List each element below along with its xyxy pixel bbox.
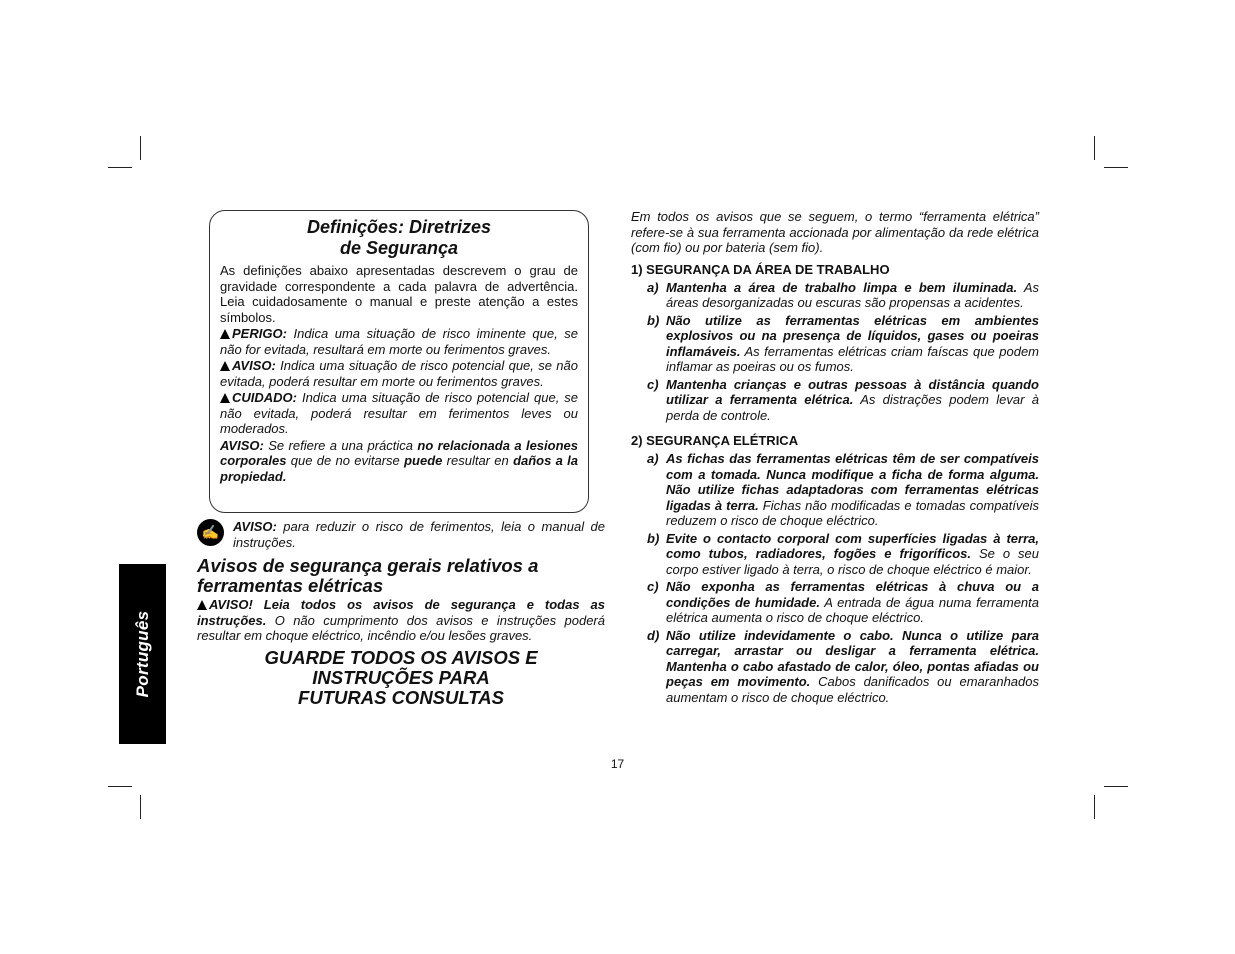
- item-bold: Não utilize as ferramentas elétricas em ambientes explosivos ou na presença de líquidos, gases ou poeiras inflamáveis.: [666, 312, 1039, 359]
- read-manual-label: AVISO:: [233, 519, 277, 534]
- right-column: [631, 209, 1039, 707]
- item-text: Cabos danificados ou emaranhados aumentam o risco de choque eléctrico.: [666, 674, 1039, 705]
- section-title: 1) SEGURANÇA DA ÁREA DE TRABALHO: [631, 261, 890, 277]
- warning-triangle-icon: [197, 600, 207, 610]
- item-bold: Não utilize indevidamente o cabo. Nunca o utilize para carregar, arrastar ou desligar a ferramenta elétrica. Mantenha o cabo afastado de calor, óleo, pontas afiadas ou peças em movimento.: [666, 627, 1039, 689]
- cuidado-label: CUIDADO:: [232, 390, 297, 405]
- item-letter: b): [647, 530, 660, 546]
- crop-mark: [1104, 786, 1128, 787]
- aviso2-bold: no relacionada a lesiones corporales: [220, 437, 578, 468]
- item-letter: c): [647, 579, 659, 594]
- item-text: As ferramentas elétricas criam faíscas que podem inflamar as poeiras ou os fumos.: [666, 343, 1039, 374]
- crop-mark: [1094, 795, 1095, 819]
- crop-mark: [1094, 136, 1095, 160]
- crop-mark: [108, 167, 132, 168]
- warning-triangle-icon: [220, 361, 230, 371]
- item-letter: d): [647, 627, 660, 643]
- item-bold: As fichas das ferramentas elétricas têm de ser compatíveis com a tomada. Nunca modifique a ficha de forma alguma. Não utilize fichas adaptadoras com ferramentas elétricas ligadas à terra.: [666, 451, 1039, 513]
- aviso2-text: que de no evitarse: [286, 453, 405, 468]
- crop-mark: [140, 795, 141, 819]
- read-manual-icon: ✍: [197, 519, 224, 546]
- item-text: As áreas desorganizadas ou escuras são propensas a acidentes.: [666, 279, 1039, 310]
- list-item: [631, 531, 1039, 578]
- aviso2-label: AVISO:: [220, 437, 264, 453]
- safety-definitions-box: [209, 210, 589, 513]
- warning-triangle-icon: [220, 393, 230, 403]
- aviso2-bold: puede: [404, 453, 443, 468]
- list-item: [631, 628, 1039, 706]
- item-bold: Mantenha a área de trabalho limpa e bem iluminada.: [666, 279, 1018, 295]
- perigo-text: Indica uma situação de risco iminente que, se não for evitada, resultará em morte ou ferimentos graves.: [220, 326, 578, 357]
- language-side-tab: [119, 564, 166, 744]
- crop-mark: [108, 786, 132, 787]
- cuidado-text: Indica uma situação de risco potencial que, se não evitada, poderá resultar em ferimentos leves ou moderados.: [220, 390, 578, 436]
- side-tab-label: Português: [132, 610, 152, 698]
- guarde-line: FUTURAS CONSULTAS: [298, 687, 504, 708]
- aviso-property-definition: [220, 438, 578, 485]
- warning-triangle-icon: [220, 329, 230, 339]
- item-bold: Não exponha as ferramentas elétricas à chuva ou a condições de humidade.: [666, 579, 1039, 610]
- list-item: [631, 579, 1039, 626]
- item-letter: a): [647, 279, 659, 295]
- list-item: [631, 451, 1039, 529]
- item-text: Fichas não modificadas e tomadas compatíveis reduzem o risco de choque eléctrico.: [666, 497, 1039, 528]
- general-warning-label: AVISO! Leia todos os avisos de segurança e todas as instruções.: [197, 597, 605, 628]
- item-bold: Mantenha crianças e outras pessoas à distância quando utilizar a ferramenta elétrica.: [666, 376, 1039, 407]
- read-manual-warning: [233, 519, 605, 550]
- item-letter: b): [647, 312, 660, 328]
- item-bold: Evite o contacto corporal com superfícies ligadas à terra, como tubos, radiadores, fogões e frigoríficos.: [666, 530, 1039, 561]
- guarde-line: GUARDE TODOS OS AVISOS E: [264, 647, 538, 668]
- item-text: A entrada de água numa ferramenta elétrica aumenta o risco de choque eléctrico.: [666, 594, 1039, 625]
- crop-mark: [1104, 167, 1128, 168]
- crop-mark: [140, 136, 141, 160]
- aviso2-text: Se refiere a una práctica: [263, 437, 418, 453]
- definitions-intro: As definições abaixo apresentadas descrevem o grau de gravidade correspondente a cada palavra de advertência. Leia cuidadosamente o manual e preste atenção a estes símbolos.: [220, 263, 578, 325]
- aviso-definition: [220, 358, 578, 389]
- save-instructions-notice: [197, 648, 605, 708]
- definitions-title-line2: de Segurança: [339, 238, 459, 258]
- power-tool-intro: Em todos os avisos que se seguem, o termo “ferramenta elétrica” refere-se à sua ferramenta accionada por alimentação da rede elétrica (com fio) ou por bateria (sem fio).: [631, 209, 1039, 255]
- cuidado-definition: [220, 390, 578, 437]
- perigo-definition: [220, 326, 578, 357]
- definitions-title: [220, 217, 578, 259]
- item-letter: a): [647, 451, 659, 466]
- aviso2-text: resultar en: [442, 453, 514, 468]
- item-text: Se o seu corpo estiver ligado à terra, o risco de choque eléctrico é maior.: [666, 546, 1040, 577]
- list-item: [631, 377, 1039, 424]
- perigo-label: PERIGO:: [232, 326, 287, 341]
- general-warnings-title: Avisos de segurança gerais relativos a ferramentas elétricas: [197, 555, 539, 596]
- guarde-line: INSTRUÇÕES PARA: [312, 667, 490, 688]
- definitions-title-line1: Definições: Diretrizes: [306, 217, 492, 237]
- item-text: As distrações podem levar à perda de controle.: [666, 392, 1039, 423]
- aviso-text: Indica uma situação de risco potencial que, se não evitada, poderá resultar em morte ou ferimentos graves.: [220, 358, 578, 389]
- list-item: [631, 313, 1039, 375]
- list-item: [631, 280, 1039, 311]
- read-manual-text: para reduzir o risco de ferimentos, leia o manual de instruções.: [233, 519, 605, 550]
- general-warning-text: [197, 597, 605, 644]
- item-letter: c): [647, 376, 659, 392]
- aviso-label: AVISO:: [232, 358, 276, 373]
- aviso2-bold: daños a la propiedad.: [220, 453, 578, 484]
- general-warning-body: O não cumprimento dos avisos e instruções poderá resultar em choque eléctrico, incêndio e/ou lesões graves.: [197, 612, 605, 643]
- page-number: 17: [610, 757, 625, 771]
- section-title: 2) SEGURANÇA ELÉTRICA: [631, 433, 799, 448]
